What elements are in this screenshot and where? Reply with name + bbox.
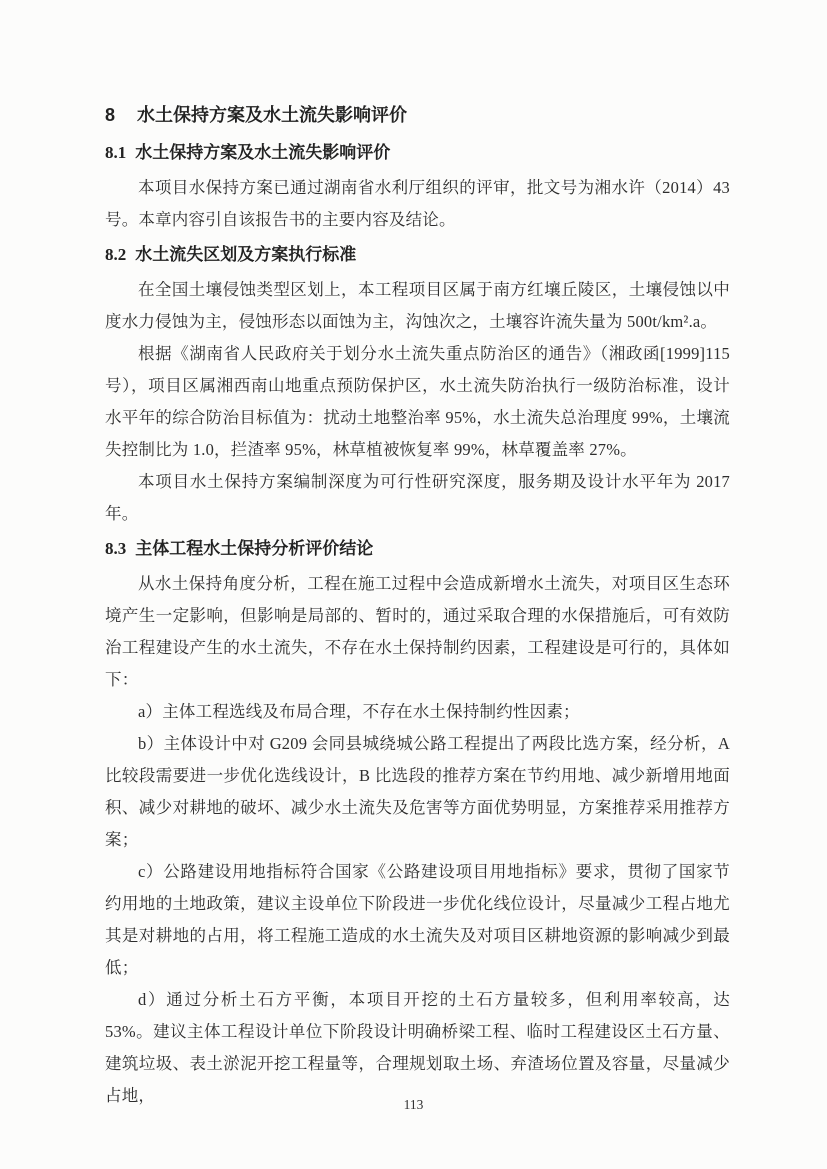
paragraph: 本项目水保持方案已通过湖南省水利厅组织的评审，批文号为湘水许（2014）43号。本章内容引自该报告书的主要内容及结论。	[105, 178, 730, 229]
section-number: 8.2	[105, 245, 127, 264]
section-heading-8-3	[105, 530, 730, 568]
section-title: 水土保持方案及水土流失影响评价	[135, 143, 391, 162]
list-item-c: c）公路建设用地指标符合国家《公路建设项目用地指标》要求，贯彻了国家节约用地的土地政策，建议主设单位下阶段进一步优化线位设计，尽量减少工程占地尤其是对耕地的占用，将工程施工造成的水土流失及对项目区耕地资源的影响减少到最低；	[105, 862, 730, 977]
chapter-heading	[105, 96, 730, 134]
list-item-a: a）主体工程选线及布局合理，不存在水土保持制约性因素；	[138, 702, 580, 721]
chapter-number: 8	[105, 105, 116, 125]
page-number: 113	[403, 1097, 424, 1112]
chapter-title: 水土保持方案及水土流失影响评价	[137, 105, 408, 125]
paragraph: 从水土保持角度分析，工程在施工过程中会造成新增水土流失，对项目区生态环境产生一定影响，但影响是局部的、暂时的，通过采取合理的水保措施后，可有效防治工程建设产生的水土流失，不存在水土保持制约因素，工程建设是可行的，具体如下：	[105, 574, 730, 689]
section-number: 8.3	[105, 539, 127, 558]
section-heading-8-2	[105, 236, 730, 274]
section-heading-8-1	[105, 134, 730, 172]
list-item-d: d）通过分析土石方平衡，本项目开挖的土石方量较多，但利用率较高，达 53%。建议主体工程设计单位下阶段设计明确桥梁工程、临时工程建设区土石方量、建筑垃圾、表土淤泥开挖工程量等，合理规划取土场、弃渣场位置及容量，尽量减少占地，	[105, 990, 730, 1105]
section-title: 主体工程水土保持分析评价结论	[135, 539, 374, 558]
paragraph: 根据《湖南省人民政府关于划分水土流失重点防治区的通告》（湘政函[1999]115号），项目区属湘西南山地重点预防保护区，水土流失防治执行一级防治标准，设计水平年的综合防治目标值为：扰动土地整治率 95%，水土流失总治理度 99%，土壤流失控制比为 1.0，拦渣率 95%，林草植被恢复率 99%，林草覆盖率 27%。	[105, 344, 730, 459]
section-number: 8.1	[105, 143, 127, 162]
list-item-b: b）主体设计中对 G209 会同县城绕城公路工程提出了两段比选方案，经分析，A 比较段需要进一步优化选线设计，B 比选段的推荐方案在节约用地、减少新增用地面积、减少对耕地的破坏、减少水土流失及危害等方面优势明显，方案推荐采用推荐方案；	[105, 734, 730, 849]
paragraph: 本项目水土保持方案编制深度为可行性研究深度，服务期及设计水平年为 2017 年。	[105, 472, 730, 523]
section-title: 水土流失区划及方案执行标准	[135, 245, 357, 264]
paragraph: 在全国土壤侵蚀类型区划上，本工程项目区属于南方红壤丘陵区，土壤侵蚀以中度水力侵蚀为主，侵蚀形态以面蚀为主，沟蚀次之，土壤容许流失量为 500t/km².a。	[105, 280, 730, 331]
